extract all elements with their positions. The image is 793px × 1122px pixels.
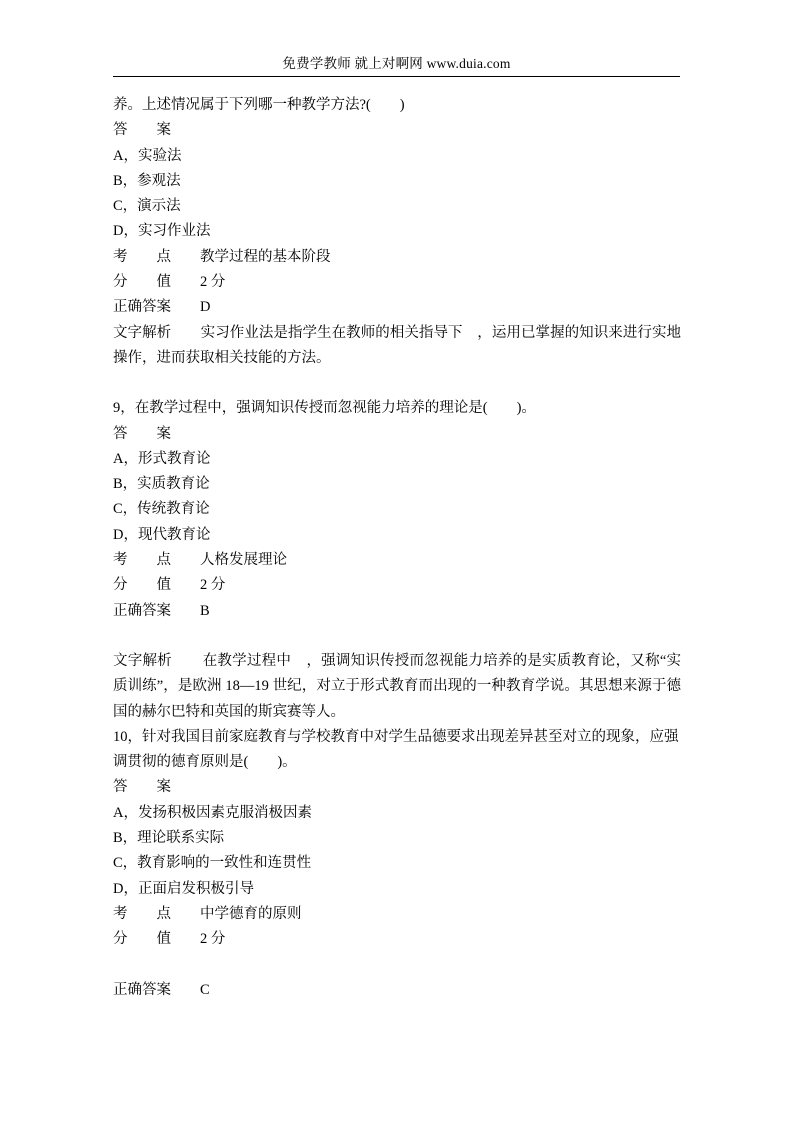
option-a: 答 案 <box>113 425 171 442</box>
knowledge-point: 考 点 教学过程的基本阶段 <box>113 248 331 265</box>
section-gap <box>113 953 681 978</box>
correct-answer: 正确答案 D <box>113 299 211 316</box>
option-d: D，实习作业法 <box>113 223 211 240</box>
option-d: C，传统教育论 <box>113 501 210 518</box>
explanation-text: 正确答案 B <box>113 602 210 619</box>
score-value: D，正面启发积极引导 <box>113 880 254 897</box>
question-10: 文字解析 在教学过程中 ，强调知识传授而忽视能力培养的是实质教育论，又称“实质训练”，是欧洲 18—19 世纪，对立于形式教育而出现的一种教育学说。其思想来源于德国的赫尔巴特和英国的斯宾赛等人。 <box>113 652 681 720</box>
option-b: 答 案 <box>113 779 171 796</box>
answer-label: 9，在教学过程中，强调知识传授而忽视能力培养的理论是( )。 <box>113 400 536 417</box>
option-b: A，形式教育论 <box>113 450 211 467</box>
section-gap <box>113 371 681 396</box>
option-d: B，理论联系实际 <box>113 830 225 847</box>
option-c: C，演示法 <box>113 198 181 215</box>
question-11: 正确答案 C <box>113 981 210 998</box>
document-content <box>113 93 681 1003</box>
answer-label: 答 案 <box>113 122 171 139</box>
option-c: A，发扬积极因素克服消极因素 <box>113 804 312 821</box>
header-rule <box>113 76 680 77</box>
option-a: 10，针对我国目前家庭教育与学校教育中对学生品德要求出现差异甚至对立的现象，应强调贯彻的德育原则是( )。 <box>113 728 679 771</box>
option-a: A，实验法 <box>113 147 182 164</box>
explanation-text: 文字解析 实习作业法是指学生在教师的相关指导下 ，运用已掌握的知识来进行实地操作，进而获取相关技能的方法。 <box>113 324 681 366</box>
question-line: 养。上述情况属于下列哪一种教学方法?( ) <box>113 97 405 113</box>
score-value: 分 值 2 分 <box>113 274 226 291</box>
option-c: B，实质教育论 <box>113 476 210 493</box>
correct-answer: 考 点 中学德育的原则 <box>113 905 302 922</box>
knowledge-point: D，现代教育论 <box>113 526 211 543</box>
knowledge-point: C，教育影响的一致性和连贯性 <box>113 855 312 872</box>
explanation-text: 分 值 2 分 <box>113 931 226 948</box>
score-value: 考 点 人格发展理论 <box>113 552 287 569</box>
page-header <box>113 52 680 77</box>
header-text: 免费学教师 就上对啊网 www.duia.com <box>282 56 511 71</box>
correct-answer: 分 值 2 分 <box>113 577 226 594</box>
option-b: B，参观法 <box>113 172 181 189</box>
section-gap <box>113 624 681 649</box>
